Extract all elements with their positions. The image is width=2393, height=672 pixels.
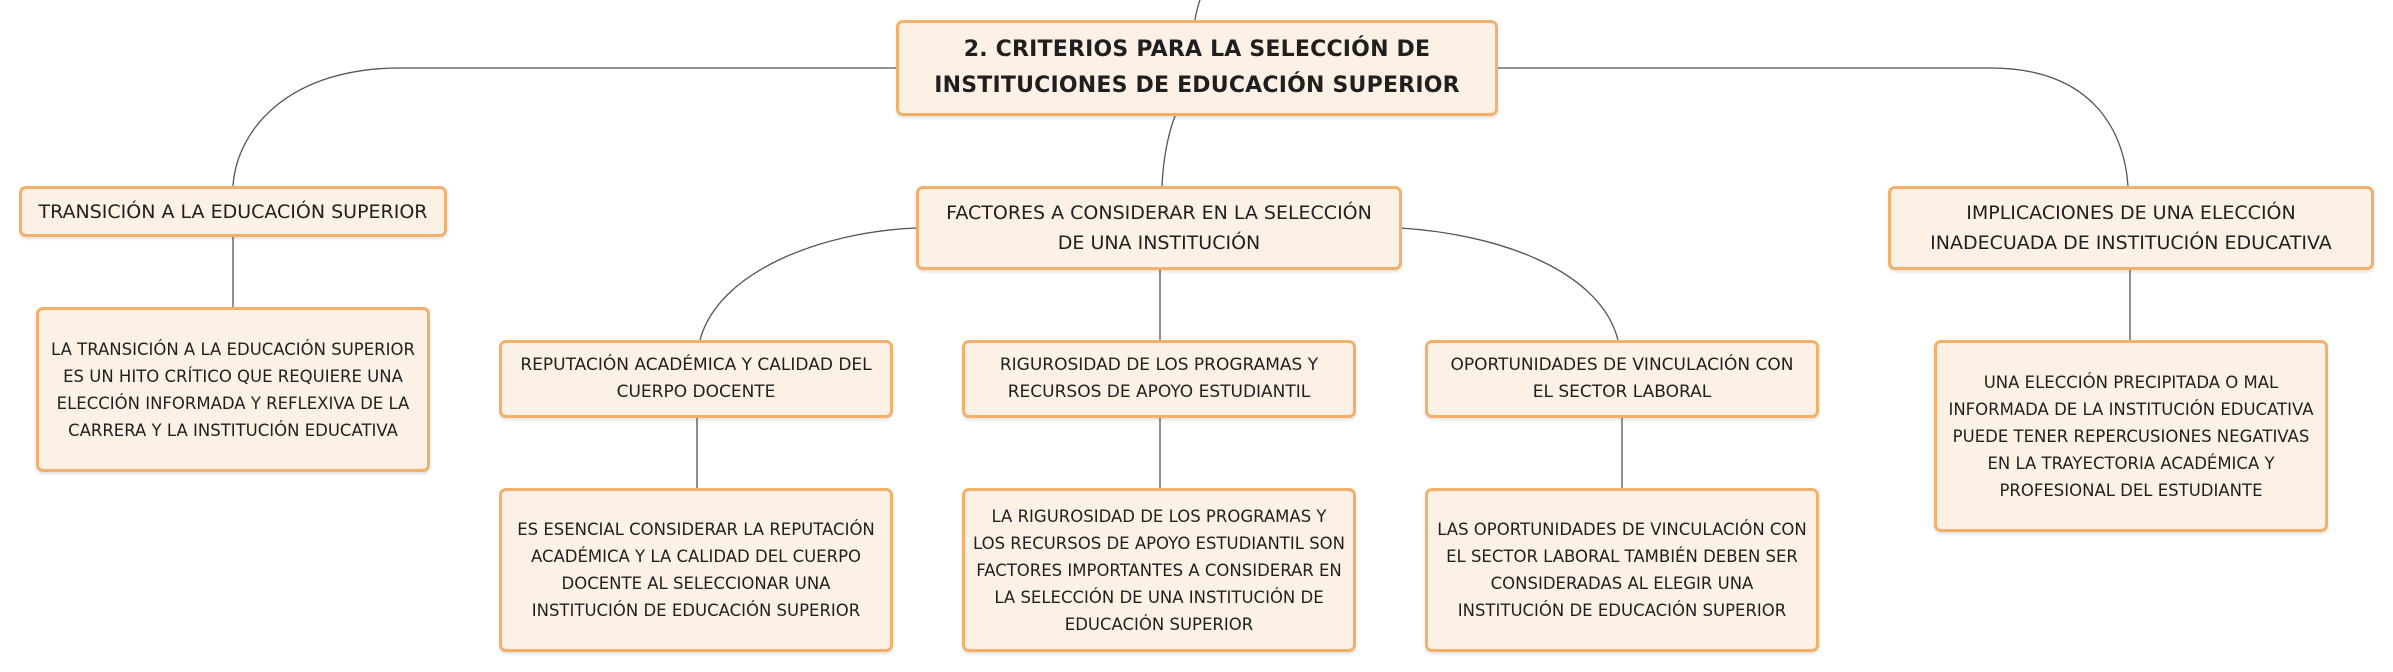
- detail-rigurosidad-text: LA RIGUROSIDAD DE LOS PROGRAMAS Y LOS RECURSOS DE APOYO ESTUDIANTIL SON FACTORES IMPORTANTES A CONSIDERAR EN LA SELECCIÓN DE UNA INSTITUCIÓN DE EDUCACIÓN SUPERIOR: [973, 506, 1345, 634]
- node-rigurosidad-label: RIGUROSIDAD DE LOS PROGRAMAS Y RECURSOS DE APOYO ESTUDIANTIL: [999, 355, 1319, 402]
- detail-implicaciones[interactable]: [1934, 340, 2328, 532]
- detail-oportunidades[interactable]: [1425, 488, 1819, 652]
- detail-reputacion[interactable]: [499, 488, 893, 652]
- connector-factores-oportunidades: [1400, 228, 1618, 340]
- node-transicion-label: TRANSICIÓN A LA EDUCACIÓN SUPERIOR: [38, 200, 428, 223]
- node-implicaciones-label: IMPLICACIONES DE UNA ELECCIÓN INADECUADA DE INSTITUCIÓN EDUCATIVA: [1930, 202, 2332, 254]
- node-rigurosidad[interactable]: [962, 340, 1356, 418]
- node-reputacion[interactable]: [499, 340, 893, 418]
- node-oportunidades-label: OPORTUNIDADES DE VINCULACIÓN CON EL SECTOR LABORAL: [1450, 355, 1794, 402]
- detail-transicion[interactable]: [36, 307, 430, 472]
- connector-incoming-root: [1195, 0, 1200, 20]
- node-oportunidades[interactable]: [1425, 340, 1819, 418]
- root-node[interactable]: [896, 20, 1498, 116]
- detail-transicion-text: LA TRANSICIÓN A LA EDUCACIÓN SUPERIOR ES UN HITO CRÍTICO QUE REQUIERE UNA ELECCIÓN INFORMADA Y REFLEXIVA DE LA CARRERA Y LA INSTITUCIÓN EDUCATIVA: [51, 339, 415, 440]
- detail-oportunidades-text: LAS OPORTUNIDADES DE VINCULACIÓN CON EL SECTOR LABORAL TAMBIÉN DEBEN SER CONSIDERADAS AL ELEGIR UNA INSTITUCIÓN DE EDUCACIÓN SUPERIOR: [1437, 520, 1807, 620]
- detail-rigurosidad[interactable]: [962, 488, 1356, 652]
- connector-root-transicion: [233, 68, 896, 186]
- root-label: 2. CRITERIOS PARA LA SELECCIÓN DE INSTITUCIONES DE EDUCACIÓN SUPERIOR: [934, 37, 1460, 98]
- node-transicion[interactable]: [19, 186, 447, 237]
- connector-factores-reputacion: [700, 228, 916, 340]
- node-reputacion-label: REPUTACIÓN ACADÉMICA Y CALIDAD DEL CUERPO DOCENTE: [520, 355, 872, 402]
- node-factores-label: FACTORES A CONSIDERAR EN LA SELECCIÓN DE UNA INSTITUCIÓN: [946, 202, 1372, 254]
- detail-implicaciones-text: UNA ELECCIÓN PRECIPITADA O MAL INFORMADA DE LA INSTITUCIÓN EDUCATIVA PUEDE TENER REPERCUSIONES NEGATIVAS EN LA TRAYECTORIA ACADÉMICA Y PROFESIONAL DEL ESTUDIANTE: [1948, 372, 2314, 500]
- node-factores[interactable]: [916, 186, 1402, 270]
- connector-root-implicaciones: [1498, 68, 2128, 186]
- detail-reputacion-text: ES ESENCIAL CONSIDERAR LA REPUTACIÓN ACADÉMICA Y LA CALIDAD DEL CUERPO DOCENTE AL SELECCIONAR UNA INSTITUCIÓN DE EDUCACIÓN SUPERIOR: [517, 520, 875, 620]
- connector-root-factores: [1162, 116, 1175, 186]
- node-implicaciones[interactable]: [1888, 186, 2374, 270]
